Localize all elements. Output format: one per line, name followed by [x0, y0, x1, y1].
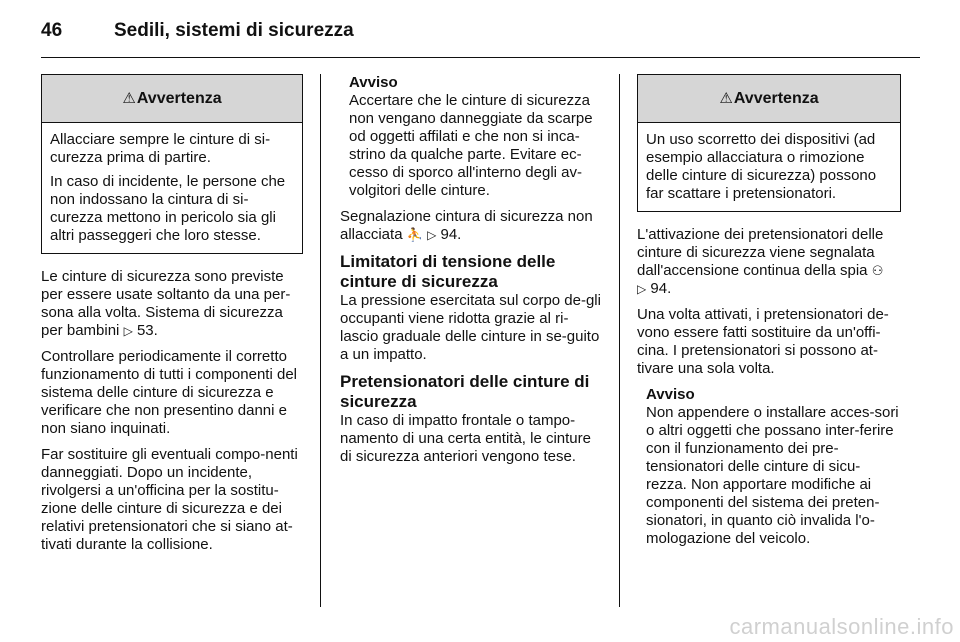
- warning-triangle-icon: ⚠: [719, 89, 733, 107]
- notice-text: Non appendere o installare acces-sori o altri oggetti che possano inter-ferire con il funzionamento dei pre-tensionatori delle cinture di sicu-rezza. Non apportare modifiche ai componenti del sistema dei preten-sionatori, in quanto ciò invalida l'o-mologazione del veicolo.: [646, 404, 899, 547]
- warning-triangle-icon: ⚠: [122, 89, 136, 107]
- notice-block: [637, 386, 901, 548]
- column-1: [41, 74, 303, 562]
- page-reference[interactable]: 94: [440, 226, 458, 243]
- warning-body: [42, 123, 302, 253]
- notice-text: Accertare che le cinture di sicurezza non vengano danneggiate da scarpe od oggetti affilati e che non si inca-strino da qualche parte. Evitare ec-cesso di sporco all'interno degli av-volgitori delle cinture.: [349, 92, 593, 199]
- warning-paragraph: In caso di incidente, le persone che non indossano la cintura di si-curezza mettono in pericolo sia gli altri passeggeri che loro stesse.: [50, 173, 286, 244]
- body-paragraph: Le cinture di sicurezza sono previste per essere usate soltanto da una per-sona alla volta. Sistema di sicurezza per bambini ▷ 53.: [41, 268, 291, 339]
- reference-arrow-icon: ▷: [123, 324, 133, 338]
- body-paragraph: In caso di impatto frontale o tampo-namento di una certa entità, le cinture di sicurezza anteriori vengono tese.: [340, 412, 591, 465]
- column-2: [340, 74, 602, 474]
- page-reference[interactable]: 53: [136, 322, 154, 339]
- page-reference[interactable]: 94: [650, 280, 668, 297]
- page-number: 46: [41, 20, 63, 41]
- warning-paragraph: Un uso scorretto dei dispositivi (ad esempio allacciatura o rimozione delle cinture di sicurezza) possono far scattare i pretensionatori.: [646, 131, 877, 202]
- airbag-warning-icon: ⚇: [871, 263, 884, 278]
- notice-title: Avviso: [349, 74, 398, 91]
- column-divider-left: [320, 74, 321, 607]
- section-heading: Pretensionatori delle cinture di sicurezza: [340, 372, 590, 411]
- warning-paragraph: Allacciare sempre le cinture di si-curezza prima di partire.: [50, 131, 271, 166]
- warning-title: Avvertenza: [136, 89, 222, 107]
- notice-title: Avviso: [646, 386, 695, 403]
- warning-box: [637, 74, 901, 212]
- reference-arrow-icon: ▷: [637, 282, 647, 296]
- warning-header: [638, 75, 900, 123]
- seatbelt-reminder-icon: ⛹: [406, 227, 423, 242]
- section-heading: Limitatori di tensione delle cinture di sicurezza: [340, 252, 556, 291]
- page-title: Sedili, sistemi di sicurezza: [114, 20, 354, 41]
- warning-header: [42, 75, 302, 123]
- column-3: [637, 74, 901, 556]
- body-paragraph: Controllare periodicamente il corretto funzionamento di tutti i componenti del sistema delle cinture di sicurezza e verificare che non presentino danni e non siano inquinati.: [41, 348, 297, 437]
- body-paragraph: Una volta attivati, i pretensionatori de-vono essere fatti sostituire da un'offi-cina. I pretensionatori si possono at-tivare una sola volta.: [637, 306, 889, 377]
- warning-body: [638, 123, 900, 211]
- notice-block: [340, 74, 602, 200]
- watermark: carmanualsonline.info: [729, 614, 954, 639]
- body-paragraph: L'attivazione dei pretensionatori delle cinture di sicurezza viene segnalata dall'accensione continua della spia ⚇ ▷ 94.: [637, 226, 884, 297]
- warning-title: Avvertenza: [733, 89, 819, 107]
- header-divider: [41, 57, 920, 58]
- warning-box: [41, 74, 303, 254]
- column-divider-right: [619, 74, 620, 607]
- body-paragraph: Far sostituire gli eventuali compo-nenti danneggiati. Dopo un incidente, rivolgersi a un'officina per la sostitu-zione delle cinture di sicurezza e dei relativi pretensionatori che si siano at-tivati durante la collisione.: [41, 446, 298, 553]
- body-paragraph: La pressione esercitata sul corpo de-gli occupanti viene ridotta grazie al ri-lascio graduale delle cinture in se-guito a un impatto.: [340, 292, 601, 363]
- body-paragraph: Segnalazione cintura di sicurezza non allacciata ⛹ ▷ 94.: [340, 208, 593, 243]
- reference-arrow-icon: ▷: [427, 228, 437, 242]
